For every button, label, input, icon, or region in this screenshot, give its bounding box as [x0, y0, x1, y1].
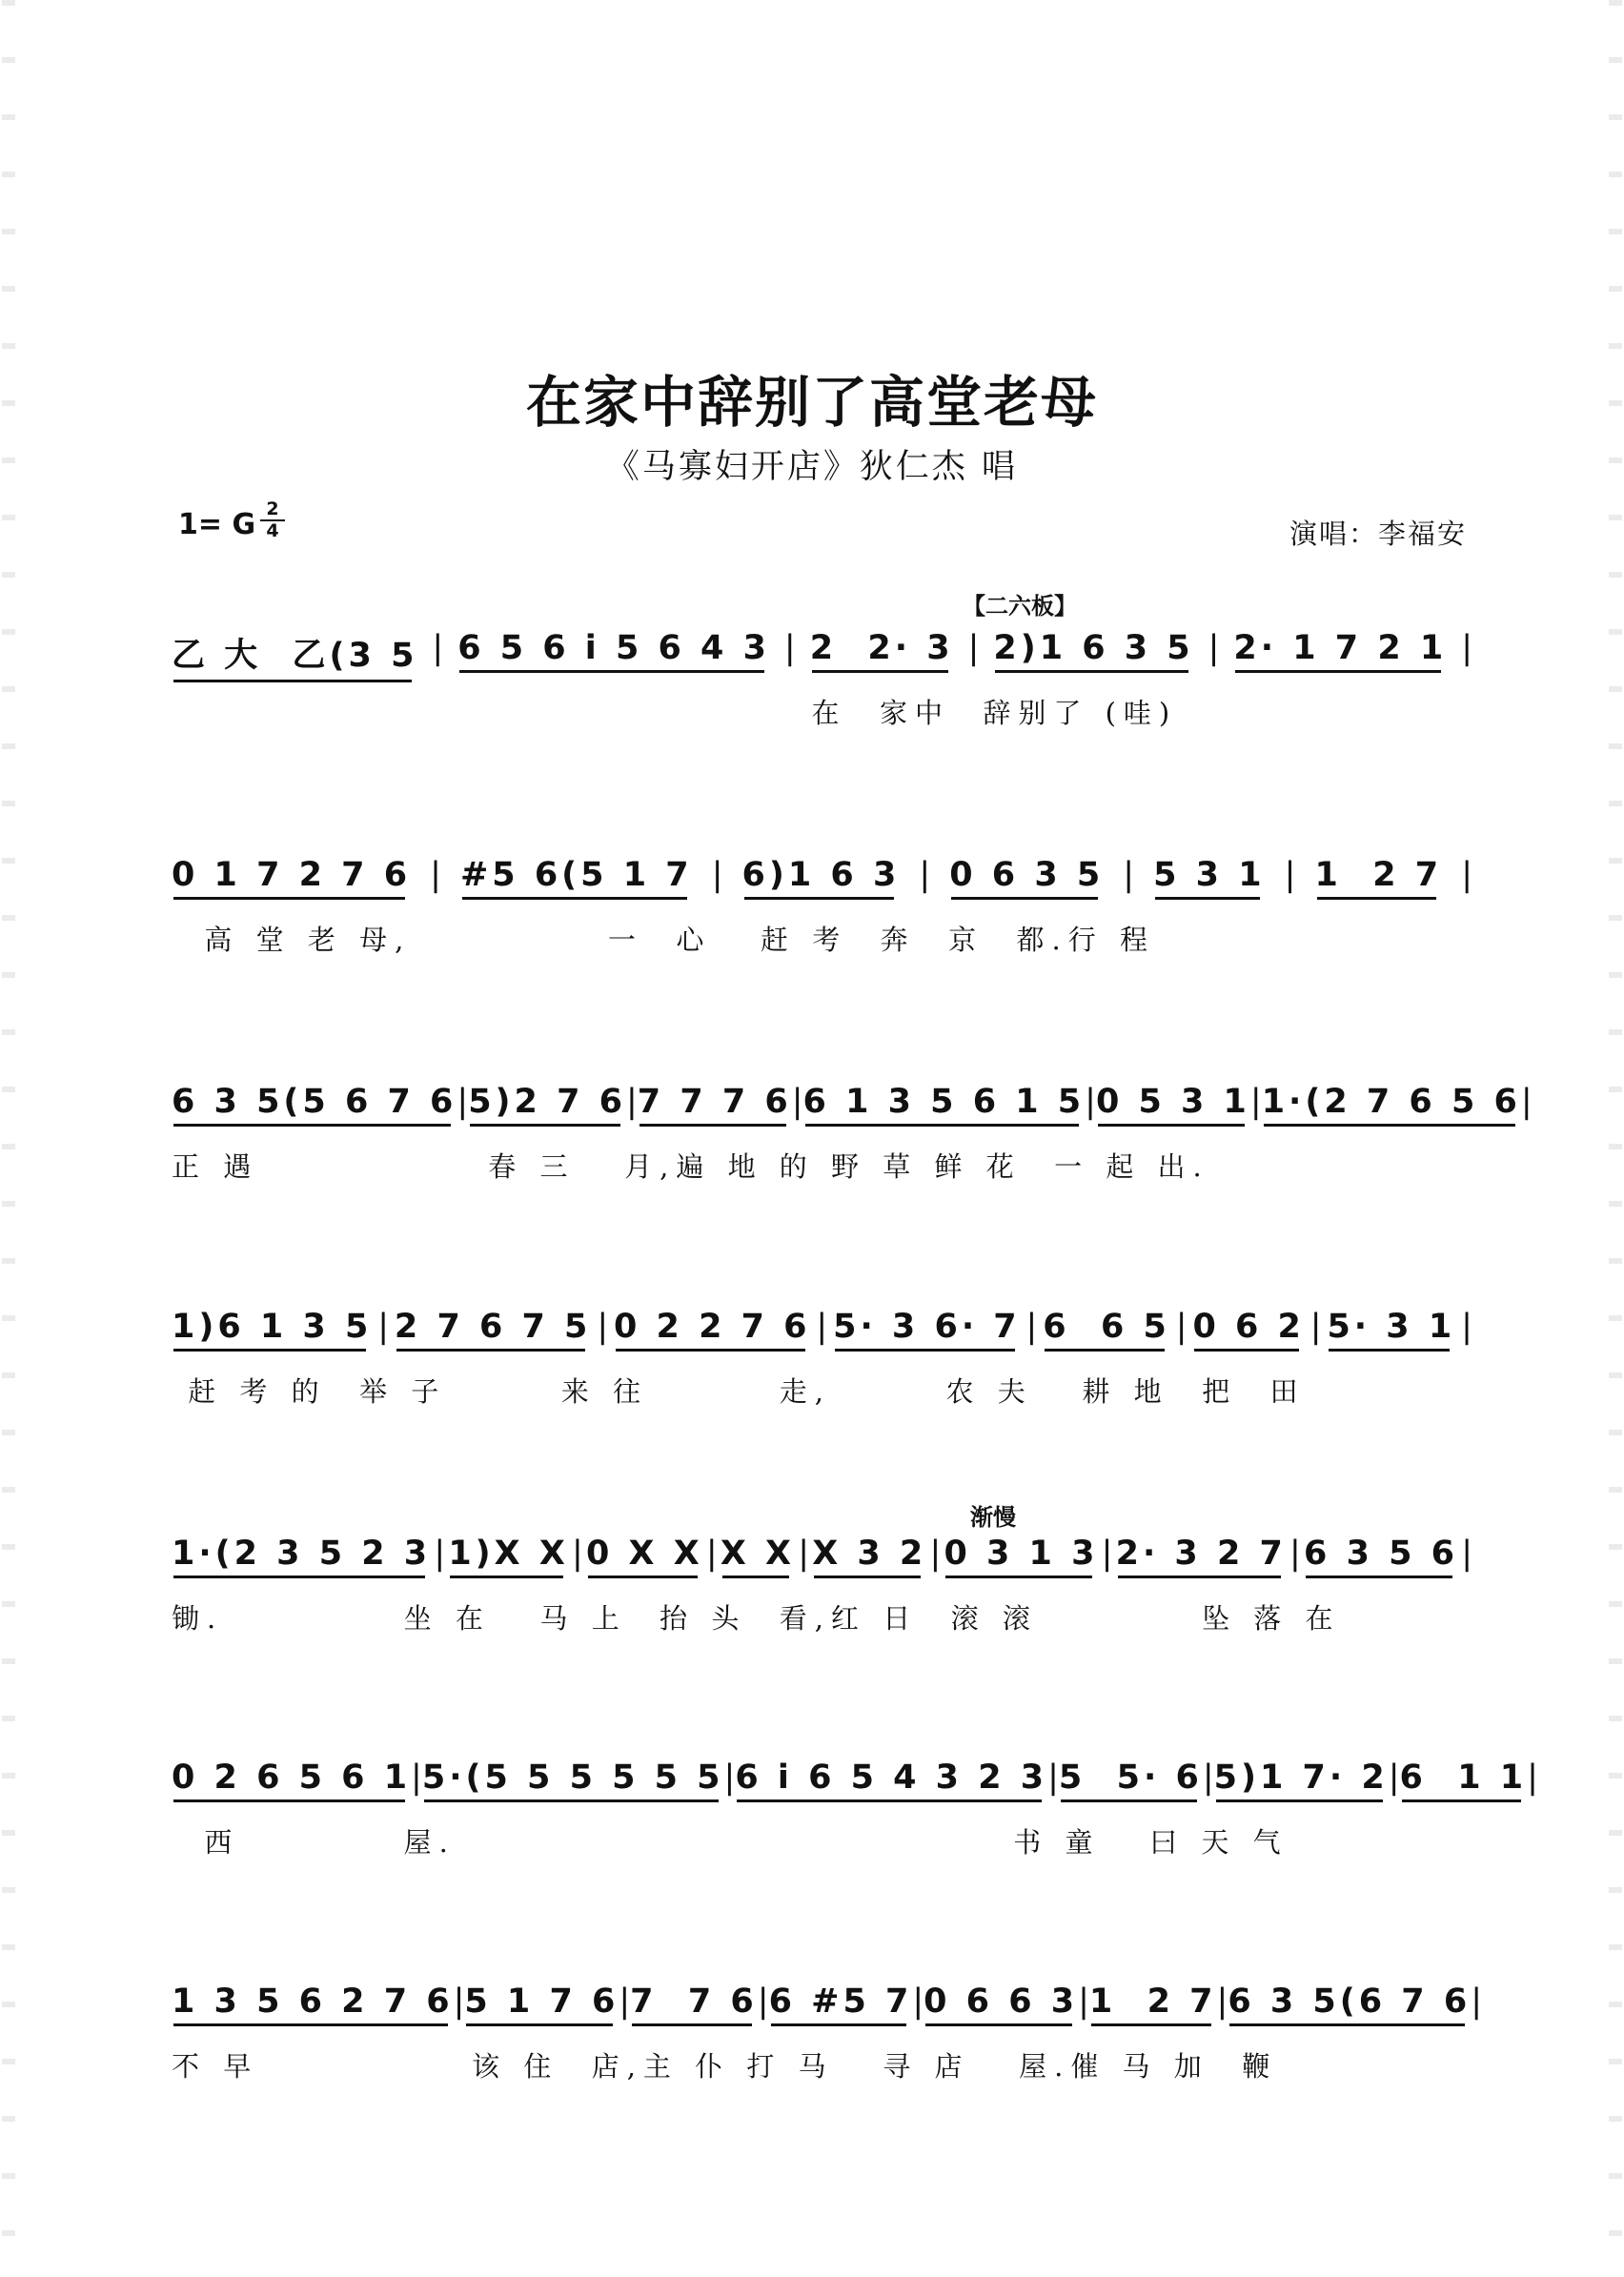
barline: | [919, 856, 931, 894]
barline: | [1461, 629, 1472, 667]
barline: | [967, 629, 980, 667]
barline: | [597, 1308, 609, 1346]
notation-system [172, 1759, 1538, 1873]
barline: | [783, 629, 796, 667]
measure: 5 3 1 [1153, 856, 1265, 907]
measure: 7 7 6 [630, 1982, 758, 2034]
lyric-line: 锄. 坐 在 马 上 抬 头 看,红 日 滚 滚 坠 落 在 [172, 1602, 1341, 1635]
barline: | [1388, 1759, 1400, 1797]
measure: 0 5 3 1 [1096, 1083, 1250, 1134]
barline: | [1309, 1308, 1322, 1346]
tempo-marking: 渐慢 [970, 1504, 1016, 1531]
notation-line [172, 629, 1472, 690]
lyric-line: 高 堂 老 母, 一 心 赶 考 奔 京 都.行 程 [172, 924, 1155, 956]
measure: 6 3 5(5 6 7 6 [172, 1083, 457, 1134]
measure: 0 6 3 5 [949, 856, 1104, 907]
notation-system [172, 856, 1472, 970]
barline: | [1025, 1308, 1038, 1346]
barline: | [434, 1535, 446, 1573]
barline: | [757, 1982, 769, 2021]
barline: | [798, 1535, 810, 1573]
notation-system [172, 1083, 1533, 1197]
measure: #5 6(5 1 7 [460, 856, 693, 907]
barline: | [1123, 856, 1135, 894]
measure: 5)2 7 6 [468, 1083, 626, 1134]
barline: | [791, 1083, 803, 1121]
barline: | [1527, 1759, 1538, 1797]
measure: 0 3 1 3 [944, 1535, 1098, 1586]
measure: 1·(2 7 6 5 6 [1262, 1083, 1521, 1134]
notation-system [172, 1535, 1472, 1649]
measure: X X [721, 1535, 795, 1586]
measure: 2)1 6 3 5 [993, 629, 1193, 681]
measure: 2 2· 3 [810, 629, 954, 681]
measure: 6 i 6 5 4 3 2 3 [735, 1759, 1047, 1810]
measure: 7 7 7 6 [638, 1083, 792, 1134]
measure: 5)1 7· 2 [1214, 1759, 1389, 1810]
notation-system [172, 1308, 1472, 1422]
barline: | [625, 1083, 638, 1121]
measure: 0 2 6 5 6 1 [172, 1759, 411, 1810]
barline: | [929, 1535, 942, 1573]
measure: 5· 3 1 [1327, 1308, 1455, 1359]
measure: 2· 1 7 2 1 [1233, 629, 1447, 681]
measure: 6 3 5(6 7 6 [1228, 1982, 1471, 2034]
notation-line [172, 1759, 1538, 1820]
barline: | [1078, 1982, 1089, 2021]
notation-line [172, 1308, 1472, 1369]
barline: | [912, 1982, 924, 2021]
measure: 2 7 6 7 5 [395, 1308, 592, 1359]
lyric-line: 赶 考 的 举 子 来 往 走, 农 夫 耕 地 把 田 [172, 1375, 1306, 1408]
measure: 6 6 5 [1043, 1308, 1170, 1359]
lyric-line: 西 屋. 书 童 曰 天 气 [172, 1826, 1289, 1859]
barline: | [1249, 1083, 1262, 1121]
left-margin-watermark [2, 0, 15, 2277]
measure: 6 3 5 6 [1304, 1535, 1458, 1586]
barline: | [1085, 1083, 1096, 1121]
notation-system [172, 629, 1472, 743]
barline: | [1461, 856, 1472, 894]
barline: | [377, 1308, 390, 1346]
measure: 1·(2 3 5 2 3 [172, 1535, 431, 1586]
measure: 2· 3 2 7 [1116, 1535, 1287, 1586]
barline: | [430, 856, 441, 894]
barline: | [711, 856, 723, 894]
measure: 5·(5 5 5 5 5 5 [422, 1759, 724, 1810]
measure: 6 #5 7 [769, 1982, 913, 2034]
time-signature [260, 500, 285, 540]
time-signature-denominator: 4 [266, 520, 279, 541]
measure: 1)X X [448, 1535, 569, 1586]
notation-line [172, 1982, 1482, 2043]
barline: | [1461, 1535, 1472, 1573]
measure: X 3 2 [812, 1535, 926, 1586]
time-signature-numerator: 2 [260, 500, 285, 521]
barline: | [1175, 1308, 1188, 1346]
barline: | [1520, 1083, 1533, 1121]
measure: 乙 大 乙(3 5 [172, 629, 417, 690]
barline: | [1216, 1982, 1228, 2021]
barline: | [432, 629, 444, 667]
measure: 1 3 5 6 2 7 6 [172, 1982, 454, 2034]
measure: 5 1 7 6 [464, 1982, 619, 2034]
measure: 0 6 2 [1192, 1308, 1304, 1359]
barline: | [1202, 1759, 1214, 1797]
barline: | [723, 1759, 736, 1797]
barline: | [453, 1982, 465, 2021]
notation-line [172, 1535, 1472, 1596]
measure: 0 X X [586, 1535, 703, 1586]
barline: | [457, 1083, 469, 1121]
key-signature: 1= G [178, 508, 256, 541]
measure: 5 5· 6 [1059, 1759, 1203, 1810]
barline: | [572, 1535, 583, 1573]
song-title: 在家中辞别了高堂老母 [525, 370, 1098, 435]
measure: 6 5 6 i 5 6 4 3 [457, 629, 770, 681]
barline: | [1101, 1535, 1113, 1573]
measure: 0 2 2 7 6 [614, 1308, 811, 1359]
barline: | [411, 1759, 422, 1797]
lyric-line: 不 早 该 住 店,主 仆 打 马 寻 店 屋.催 马 加 鞭 [172, 2050, 1278, 2083]
barline: | [1461, 1308, 1472, 1346]
measure: 1 2 7 [1315, 856, 1443, 907]
performer-credit: 演唱：李福安 [1289, 518, 1467, 550]
measure: 1)6 1 3 5 [172, 1308, 372, 1359]
measure: 1 2 7 [1089, 1982, 1217, 2034]
barline: | [705, 1535, 718, 1573]
measure: 5· 3 6· 7 [833, 1308, 1021, 1359]
notation-system [172, 1982, 1482, 2097]
barline: | [1471, 1982, 1482, 2021]
barline: | [619, 1982, 631, 2021]
measure: 6 1 1 [1400, 1759, 1528, 1810]
measure: 0 6 6 3 [924, 1982, 1078, 2034]
notation-line [172, 1083, 1533, 1144]
lyric-line: 正 遇 春 三 月,遍 地 的 野 草 鲜 花 一 起 出. [172, 1150, 1209, 1183]
barline: | [816, 1308, 828, 1346]
measure: 0 1 7 2 7 6 [172, 856, 411, 907]
lyric-line: 在 家中 辞别了 (哇) [172, 697, 1178, 729]
barline: | [1289, 1535, 1301, 1573]
right-margin-watermark [1609, 0, 1622, 2277]
song-subtitle: 《马寡妇开店》狄仁杰 唱 [605, 448, 1019, 486]
barline: | [1284, 856, 1296, 894]
notation-line [172, 856, 1472, 917]
measure: 6)1 6 3 [742, 856, 901, 907]
barline: | [1047, 1759, 1059, 1797]
barline: | [1208, 629, 1220, 667]
measure: 6 1 3 5 6 1 5 [803, 1083, 1086, 1134]
section-marking: 【二六板】 [963, 593, 1077, 620]
